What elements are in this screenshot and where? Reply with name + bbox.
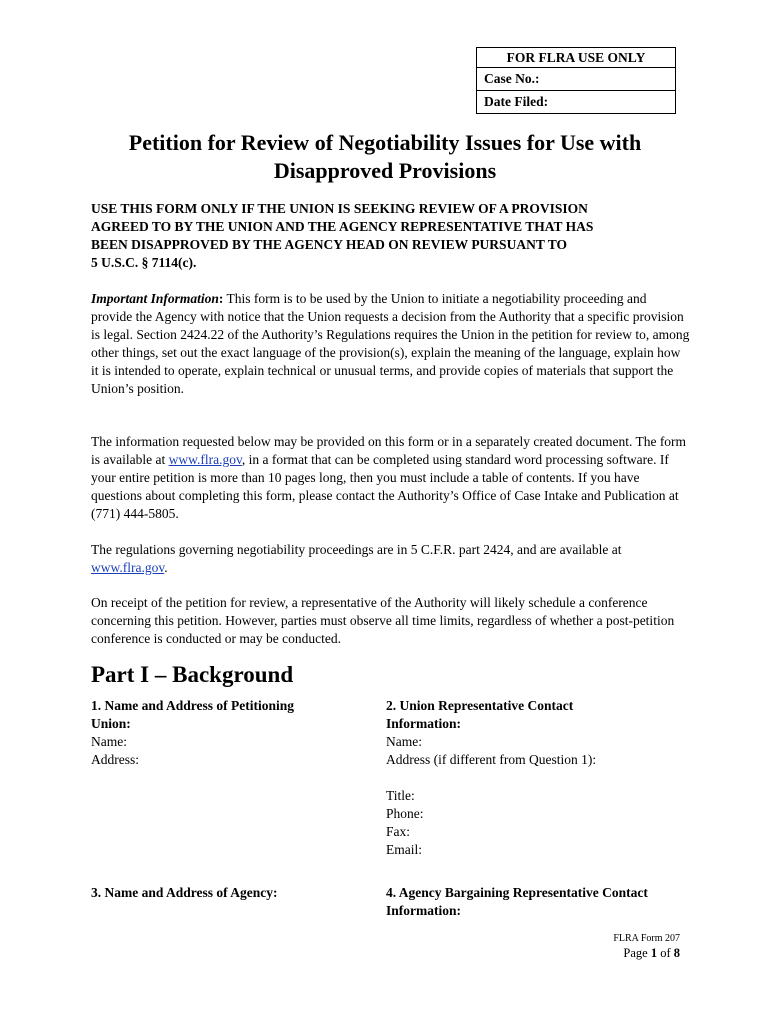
question-3-title: 3. Name and Address of Agency: <box>91 885 278 900</box>
regulations-text-1: The regulations governing negotiability proceedings are in 5 C.F.R. part 2424, and are available at <box>91 542 622 557</box>
question-4-title <box>386 884 706 920</box>
rep-fax-field[interactable]: Fax: <box>386 824 411 839</box>
union-name-field[interactable]: Name: <box>91 734 127 749</box>
question-2-title-line2: Information: <box>386 716 461 731</box>
page-title <box>80 129 690 185</box>
receipt-paragraph: On receipt of the petition for review, a representative of the Authority will likely schedule a conference concerning this petition. However, parties must observe all time limits, regardless of whether a post-petition conference is conducted or may be conducted. <box>91 595 675 646</box>
page-title-line2: Disapproved Provisions <box>273 158 497 183</box>
usage-notice-line4: 5 U.S.C. § 7114(c). <box>91 255 197 270</box>
question-1-title <box>91 697 371 733</box>
information-paragraph <box>91 433 691 523</box>
page-total: 8 <box>673 946 680 960</box>
regulations-text-2: . <box>164 560 168 575</box>
form-number: FLRA Form 207 <box>613 933 680 944</box>
usage-notice-line2: AGREED TO BY THE UNION AND THE AGENCY REPRESENTATIVE THAT HAS <box>91 219 594 234</box>
question-1-title-line1: 1. Name and Address of Petitioning <box>91 698 295 713</box>
union-address-field[interactable]: Address: <box>91 752 139 767</box>
rep-title-field[interactable]: Title: <box>386 788 415 803</box>
question-2 <box>386 697 696 859</box>
flra-use-only-box <box>476 47 676 114</box>
part-1-heading: Part I – Background <box>91 662 294 687</box>
important-information-label: Important Information <box>91 291 219 306</box>
rep-name-field[interactable]: Name: <box>386 734 422 749</box>
case-no-field[interactable]: Case No.: <box>484 71 540 86</box>
page-word: Page <box>623 946 651 960</box>
question-4-title-line2: Information: <box>386 903 461 918</box>
page-title-line1: Petition for Review of Negotiability Issues for Use with <box>128 130 642 155</box>
flra-use-only-header: FOR FLRA USE ONLY <box>477 48 675 68</box>
regulations-paragraph <box>91 541 691 577</box>
important-information-colon: : <box>218 291 224 306</box>
question-1-title-line2: Union: <box>91 716 131 731</box>
question-4 <box>386 884 706 920</box>
usage-notice-line3: BEEN DISAPPROVED BY THE AGENCY HEAD ON REVIEW PURSUANT TO <box>91 237 567 252</box>
rep-address-field[interactable]: Address (if different from Question 1): <box>386 752 597 767</box>
rep-email-field[interactable]: Email: <box>386 842 422 857</box>
usage-notice-line1: USE THIS FORM ONLY IF THE UNION IS SEEKING REVIEW OF A PROVISION <box>91 201 588 216</box>
important-information-text: This form is to be used by the Union to initiate a negotiability proceeding and provide the Agency with notice that the Union requests a decision from the Authority that a specific provision is legal. Section 2424.22 of the Authority’s Regulations requires the Union in the petition for review to, among other things, set out the exact language of the provision(s), explain the meaning of the language, explain how it is intended to operate, explain technical or unusual terms, and provide copies of materials that support the Union’s position. <box>91 291 690 396</box>
information-text-2: , in a format that can be completed using standard word processing software. If your entire petition is more than 10 pages long, then you must include a table of contents. If you have questions about completing this form, please contact the Authority’s Office of Case Intake and Publication at (771) 444-5805. <box>91 452 679 521</box>
flra-website-link-2[interactable]: www.flra.gov <box>91 560 165 575</box>
information-text-1: The information requested below may be provided on this form or in a separately created document. The form is available at <box>91 434 687 467</box>
page-indicator <box>560 946 680 961</box>
date-filed-field[interactable]: Date Filed: <box>477 90 675 113</box>
important-information-paragraph <box>91 290 691 398</box>
question-1 <box>91 697 371 769</box>
question-2-title-line1: 2. Union Representative Contact <box>386 698 574 713</box>
rep-phone-field[interactable]: Phone: <box>386 806 424 821</box>
flra-website-link[interactable]: www.flra.gov <box>168 452 242 467</box>
usage-notice <box>91 200 691 272</box>
question-4-title-line1: 4. Agency Bargaining Representative Contact <box>386 885 648 900</box>
question-2-title <box>386 697 696 733</box>
of-word: of <box>657 946 674 960</box>
question-3 <box>91 884 371 902</box>
page-number: 1 <box>650 946 658 960</box>
